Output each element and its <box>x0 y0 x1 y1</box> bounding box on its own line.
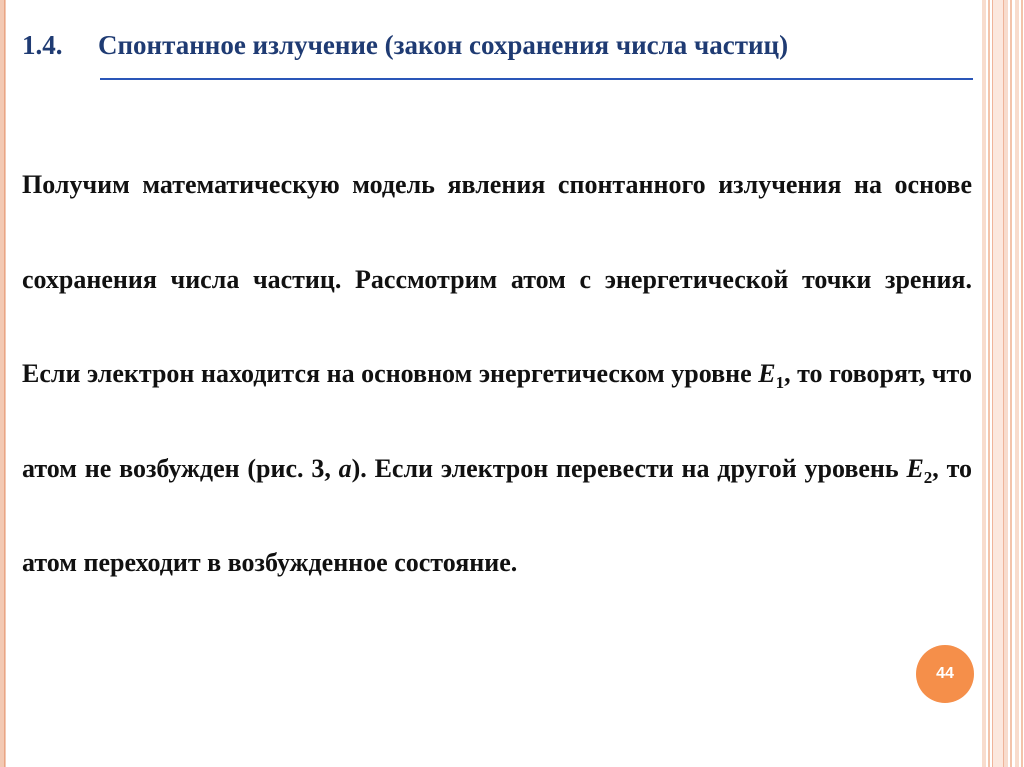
body-paragraph <box>22 138 972 611</box>
symbol-e1-letter: E <box>758 359 776 388</box>
left-border-line <box>4 0 5 767</box>
page-number-badge <box>916 645 974 703</box>
paragraph <box>22 138 972 611</box>
text-part-3: ). Если электрон перевести на другой уровень <box>351 453 907 483</box>
title-underline <box>100 78 973 80</box>
section-number: 1.4. <box>22 30 63 60</box>
symbol-e2 <box>906 453 933 487</box>
slide-title <box>22 30 977 72</box>
left-border <box>0 0 6 767</box>
figure-letter: а <box>338 453 352 483</box>
text-part-1: Получим математическую модель явления спонтанного излучения на основе сохранения числа частиц. Рассмотрим атом с энергетической точки зрения. Если электрон находится на основном энергетическом уровне <box>22 170 972 388</box>
page-number: 44 <box>936 665 954 682</box>
text-part-4: , то атом переходит в возбужденное состояние. <box>22 453 973 577</box>
title-text: Спонтанное излучение (закон сохранения числа частиц) <box>98 30 789 60</box>
symbol-e2-letter: E <box>906 453 924 483</box>
symbol-e1 <box>758 359 785 392</box>
right-decorative-band <box>992 0 1004 767</box>
symbol-e2-subscript: 2 <box>923 467 933 487</box>
text-part-2: , то говорят, что атом не возбужден (рис. 3, <box>22 359 972 483</box>
symbol-e1-subscript: 1 <box>775 373 785 392</box>
